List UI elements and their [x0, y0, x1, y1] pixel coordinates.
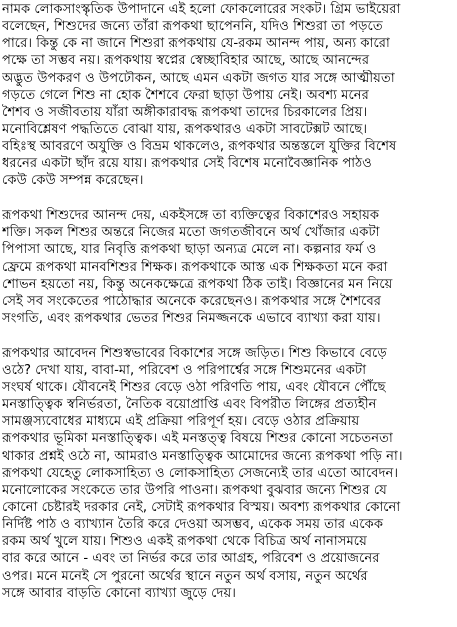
text-line: ফ্রেমে রূপকথা মানবশিশুর শিক্ষক। রূপকথাকে আস্ত এক শিক্ষকতা মনে করা	[2, 259, 388, 275]
text-line: রূপকথা যেহেতু লোকসাহিত্য ও লোকসাহিত্য সেজন্যেই তার এতো আবেদন।	[2, 465, 399, 481]
text-line: থাকার প্রশ্নই ওঠে না, আমরাও মনস্তাত্ত্বিক আমোদের জন্যে রূপকথা পড়ি না।	[2, 448, 403, 464]
paragraph-spacer	[2, 190, 455, 208]
text-line: সেই সব সংকেতের পাঠোদ্ধার অনেকে করেছেনও। রূপকথার সঙ্গে শৈশবের	[2, 293, 382, 309]
text-line: কোনো চেষ্টারই দরকার নেই, সেটাই রূপকথার বিস্ময়। অবশ্য রূপকথার কোনো	[2, 499, 401, 515]
text-line: সংগতি, এবং রূপকথার ভেতর শিশুর নিমজ্জনকে এভাবে ব্যাখ্যা করা যায়।	[2, 310, 381, 326]
text-line: শৈশব ও সজীবতায় যাঁরা অঙ্গীকারাবদ্ধ রূপকথা তাদের চিরকালের প্রিয়।	[2, 104, 368, 120]
text-line: শক্তি। সকল শিশুর অন্তরে নিজের মতো জগতজীবনে অর্থ খোঁজার একটা	[2, 225, 380, 241]
text-line: ধরনের একটা ছাঁদ রয়ে যায়। রূপকথার সেই বিশেষ মনোবৈজ্ঞানিক পাঠও	[2, 156, 372, 172]
document-page	[2, 1, 455, 626]
text-line: বার করে আনে - এবং তা নির্ভর করে তার আগ্রহ, পরিবেশ ও প্রয়োজনের	[2, 551, 380, 567]
text-line: নামক লোকসাংস্কৃতিক উপাদানে এই হলো ফোকলোরের সংকট। গ্রিম ভাইয়েরা	[2, 2, 401, 17]
text-line: রূপকথার ভূমিকা মনস্তাত্ত্বিক। এই মনস্তত্ত্ব বিষয়ে শিশুর কোনো সচেতনতা	[2, 431, 393, 447]
text-line: মনস্তাত্ত্বিক স্বনির্ভরতা, নৈতিক বয়োপ্রাপ্তি এবং বিপরীত লিঙ্গের প্রত্যহীন	[2, 397, 377, 413]
text-line: মনোলোকের সংকেতে তার উপরি পাওনা। রূপকথা বুঝবার জন্যে শিশুর যে	[2, 482, 387, 498]
text-line: গড়তে গেলে শিশু না হোক শৈশবে ফেরা ছাড়া উপায় নেই। অবশ্য মনের	[2, 87, 369, 103]
paragraph-1	[2, 1, 455, 190]
text-line: সঙ্গে আবার বাড়তি কোনো ব্যাখ্যা জুড়ে দেয়।	[2, 585, 236, 601]
paragraph-2	[2, 207, 455, 327]
text-line: রকম অর্থ খুলে যায়। শিশুও একই রূপকথা থেকে বিচিত্র অর্থ নানাসময়ে	[2, 534, 367, 550]
text-line: পক্ষে তা সম্ভব নয়। রূপকথায় স্বপ্নের স্বেচ্ছাবিহার আছে, আছে আনন্দের	[2, 53, 370, 69]
paragraph-3	[2, 345, 455, 602]
text-line: পারে। কিন্তু কে না জানে শিশুরা রূপকথায় যে-রকম আনন্দ পায়, অন্য কারো	[2, 36, 390, 52]
text-line: শোভন হয়তো নয়, কিন্তু অনেকক্ষেত্রে রূপকথা ঠিক তাই। বিজ্ঞানের মন নিয়ে	[2, 276, 393, 292]
text-line: অদ্ভুত উপকরণ ও উপঢৌকন, আছে এমন একটা জগত যার সঙ্গে আত্মীয়তা	[2, 70, 395, 86]
text-line: সংঘর্ষ থাকে। যৌবনেই শিশুর বেড়ে ওঠা পরিণতি পায়, এবং যৌবনে পৌঁছে	[2, 380, 386, 395]
text-line: বলেছেন, শিশুদের জন্যে তাঁরা রূপকথা ছাপেননি, যদিও শিশুরা তা পড়তে	[2, 19, 383, 35]
text-line: নির্দিষ্ট পাঠ ও ব্যাখ্যান তৈরি করে দেওয়া অসম্ভব, একেক সময় তার একেক	[2, 517, 384, 533]
text-line: রূপকথা শিশুদের আনন্দ দেয়, একইসঙ্গে তা ব্যক্তিত্বের বিকাশেরও সহায়ক	[2, 208, 380, 224]
text-line: ওপর। মনে মনেই সে পুরনো অর্থের স্থানে নতুন অর্থ বসায়, নতুন অর্থের	[2, 568, 368, 584]
text-line: ওঠে? দেখা যায়, বাবা-মা, পরিবেশ ও পরিপার্শ্বের সঙ্গে শিশুমনের একটা	[2, 362, 367, 378]
text-line: রূপকথার আবেদন শিশুস্বভাবের বিকাশের সঙ্গে জড়িত। শিশু কিভাবে বেড়ে	[2, 345, 387, 361]
text-line: বহিঃস্থ আবরণে অযুক্তি ও বিভ্রম থাকলেও, রূপকথার অন্তস্তলে যুক্তির বিশেষ	[2, 139, 397, 155]
paragraph-spacer	[2, 327, 455, 345]
text-line: পিপাসা আছে, যার নিবৃত্তি রূপকথা ছাড়া অন্যত্র মেলে না। কল্পনার ফর্ম ও	[2, 242, 377, 258]
text-line: মনোবিশ্লেষণ পদ্ধতিতে বোঝা যায়, রূপকথারও একটা সাবটেক্সট আছে।	[2, 121, 368, 137]
text-line: কেউ কেউ সম্পন্ন করেছেন।	[2, 173, 144, 189]
text-line: সামঞ্জস্যবোধের মাধ্যমে এই প্রক্রিয়া পরিপূর্ণ হয়। বেড়ে ওঠার প্রক্রিয়ায়	[2, 414, 360, 430]
